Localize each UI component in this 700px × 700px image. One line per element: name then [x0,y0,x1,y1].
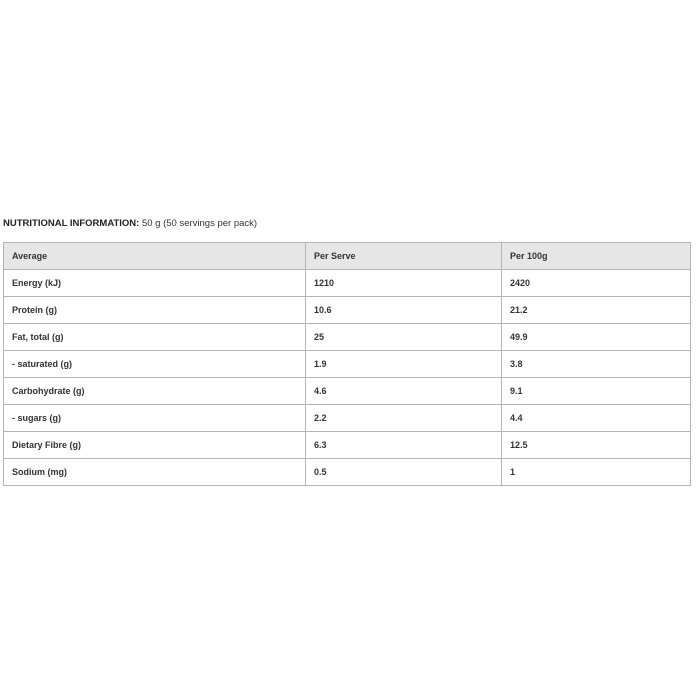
table-row [4,351,691,378]
per-serve-value: 0.5 [306,459,502,486]
per-serve-value: 4.6 [306,378,502,405]
column-header-average: Average [4,243,306,270]
nutrient-name: - saturated (g) [4,351,306,378]
table-row [4,459,691,486]
nutrition-table [3,242,691,486]
table-header-row [4,243,691,270]
per-100g-value: 12.5 [502,432,691,459]
table-row [4,378,691,405]
per-serve-value: 1.9 [306,351,502,378]
per-100g-value: 1 [502,459,691,486]
column-header-per-100g: Per 100g [502,243,691,270]
serving-size-text: 50 g (50 servings per pack) [141,218,258,229]
per-100g-value: 9.1 [502,378,691,405]
nutrient-name: Carbohydrate (g) [4,378,306,405]
per-100g-value: 49.9 [502,324,691,351]
column-header-per-serve: Per Serve [306,243,502,270]
nutrient-name: - sugars (g) [4,405,306,432]
table-row [4,270,691,297]
per-serve-value: 6.3 [306,432,502,459]
per-100g-value: 3.8 [502,351,691,378]
per-serve-value: 1210 [306,270,502,297]
nutritional-info-heading [3,218,257,229]
nutritional-info-label: NUTRITIONAL INFORMATION: [3,218,140,229]
table-row [4,297,691,324]
per-100g-value: 4.4 [502,405,691,432]
nutrient-name: Fat, total (g) [4,324,306,351]
per-100g-value: 21.2 [502,297,691,324]
table-row [4,324,691,351]
table-row [4,432,691,459]
nutrient-name: Sodium (mg) [4,459,306,486]
nutrient-name: Protein (g) [4,297,306,324]
table-row [4,405,691,432]
per-serve-value: 25 [306,324,502,351]
nutrient-name: Dietary Fibre (g) [4,432,306,459]
per-serve-value: 2.2 [306,405,502,432]
per-serve-value: 10.6 [306,297,502,324]
nutrient-name: Energy (kJ) [4,270,306,297]
per-100g-value: 2420 [502,270,691,297]
